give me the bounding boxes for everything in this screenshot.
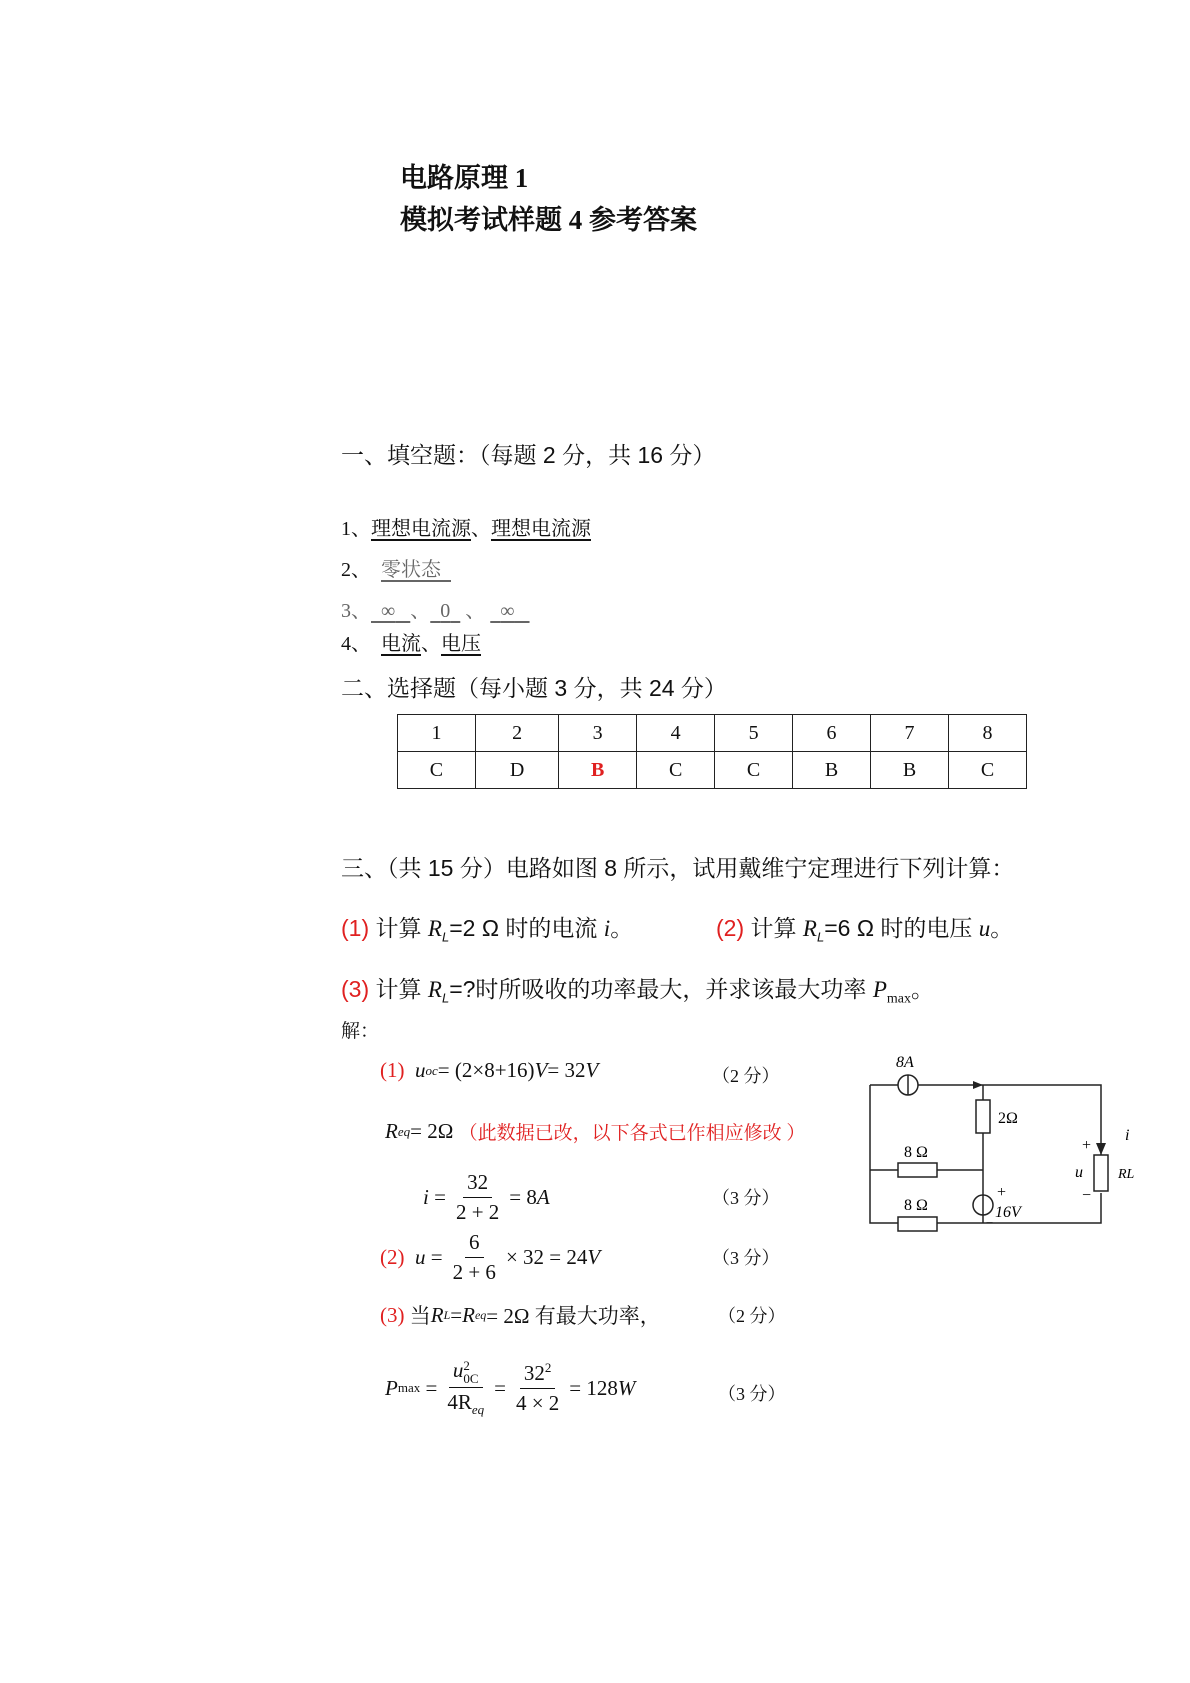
q-text: =6 Ω 时的电压 <box>824 915 979 941</box>
var: u <box>415 1245 426 1269</box>
punct: 。 <box>610 915 634 941</box>
fraction <box>452 1170 503 1225</box>
section2-heading: 二、选择题（每小题 3 分，共 24 分） <box>341 675 727 701</box>
q-answer: C <box>637 752 715 789</box>
resistor-8ohm-bottom <box>898 1217 937 1231</box>
question-1 <box>341 910 633 945</box>
label-8ohm: 8 Ω <box>904 1144 928 1161</box>
item-num: 1、 <box>341 518 371 540</box>
answer: 电流 <box>381 633 421 655</box>
label-8A: 8A <box>896 1054 914 1071</box>
fraction <box>449 1230 500 1285</box>
doc-title-exam: 模拟考试样题 4 参考答案 <box>400 205 697 235</box>
label-2ohm: 2Ω <box>998 1110 1018 1127</box>
unit: A <box>536 1185 550 1209</box>
expr: × 32 = 24 <box>505 1245 588 1269</box>
q-num: 2 <box>475 715 558 752</box>
numerator: 32 <box>523 1361 545 1386</box>
q-answer: C <box>948 752 1026 789</box>
answer: 0 <box>440 600 451 622</box>
numerator: 6 <box>465 1230 484 1258</box>
text: 当 <box>409 1304 431 1328</box>
sub: L <box>816 929 825 945</box>
sub: max <box>397 1380 421 1396</box>
answer: 电压 <box>441 633 481 655</box>
sub: L <box>441 990 450 1006</box>
sep: 、 <box>410 600 431 622</box>
var: R <box>462 1302 475 1327</box>
question-number-row <box>398 715 1027 752</box>
var: u <box>415 1058 426 1082</box>
expr: = 2Ω 有最大功率， <box>486 1304 661 1328</box>
step-num: (1) <box>380 1058 405 1082</box>
numerator: 32 <box>463 1170 492 1198</box>
fill-item-2 <box>341 553 451 582</box>
item-num: 3、 <box>341 600 371 622</box>
q-text: =?时所吸收的功率最大，并求该最大功率 <box>449 976 873 1002</box>
denominator: 2 + 6 <box>452 1260 496 1284</box>
fraction <box>443 1358 488 1418</box>
var: P <box>872 977 887 1002</box>
sep: 、 <box>421 633 441 655</box>
unit: V <box>585 1058 599 1082</box>
q-text: =2 Ω 时的电流 <box>449 915 604 941</box>
punct: 。 <box>990 915 1014 941</box>
expr: = 32 <box>547 1058 586 1082</box>
resistor-2ohm <box>976 1100 990 1133</box>
step-num: (3) <box>380 1302 405 1327</box>
sub: max <box>886 991 911 1007</box>
denominator: 4R <box>447 1390 472 1415</box>
label-i: i <box>1125 1127 1130 1144</box>
item-num: 4、 <box>341 633 371 655</box>
q-num: 6 <box>793 715 871 752</box>
sub: eq <box>471 1402 485 1418</box>
eq-current: i = $\frac{32}{2 + 2}$ = 8 A <box>423 1170 550 1224</box>
denominator: 4 × 2 <box>515 1391 560 1416</box>
score: （3 分） <box>712 1188 780 1208</box>
answer: 理想电流源 <box>371 518 471 540</box>
q-num: 3 <box>559 715 637 752</box>
minus-sign: − <box>986 1215 994 1230</box>
q-text: 计算 <box>375 915 428 941</box>
sep: 、 <box>465 600 486 622</box>
var: i <box>423 1185 429 1209</box>
sup: 2 <box>463 1358 470 1374</box>
var: R <box>802 916 817 941</box>
plus-sign: + <box>997 1184 1007 1201</box>
q-num: 1 <box>398 715 476 752</box>
sub: L <box>441 929 450 945</box>
expr: = 2Ω <box>410 1119 454 1143</box>
solution-label: 解： <box>341 1021 380 1042</box>
q-answer: C <box>398 752 476 789</box>
section1-heading: 一、填空题：（每题 2 分，共 16 分） <box>341 442 716 468</box>
q-answer-highlighted: B <box>559 752 637 789</box>
sub: eq <box>397 1123 411 1139</box>
wire <box>870 1085 898 1223</box>
q-answer: D <box>475 752 558 789</box>
label-u: u <box>1075 1164 1083 1181</box>
fraction <box>512 1360 563 1416</box>
unit: V <box>587 1245 601 1269</box>
q-text: 计算 <box>375 976 428 1002</box>
denominator: 2 + 2 <box>455 1200 500 1224</box>
score: （3 分） <box>718 1384 786 1404</box>
load-resistor <box>1094 1155 1108 1191</box>
plus-sign: + <box>1082 1137 1092 1154</box>
label-RL: RL <box>1118 1167 1135 1182</box>
answer: 零状态 <box>381 559 441 581</box>
unit: W <box>617 1375 636 1400</box>
q-num: 8 <box>948 715 1026 752</box>
expr: = 8 <box>509 1185 537 1209</box>
score: （2 分） <box>718 1306 786 1326</box>
q-num: 5 <box>715 715 793 752</box>
section3-heading: 三、（共 15 分）电路如图 8 所示，试用戴维宁定理进行下列计算： <box>341 855 1015 881</box>
fill-item-1 <box>341 512 591 541</box>
answer: ∞ <box>500 600 515 622</box>
label-16V: 16V <box>995 1204 1021 1221</box>
step-num: (2) <box>380 1245 405 1269</box>
label-8ohm: 8 Ω <box>904 1197 928 1214</box>
q-answer: C <box>715 752 793 789</box>
var: R <box>430 1302 444 1327</box>
current-arrow-icon <box>1096 1143 1106 1155</box>
question-2 <box>716 910 1013 945</box>
q-num: (3) <box>341 976 370 1002</box>
eq-uoc <box>380 1058 598 1083</box>
score: （2 分） <box>712 1066 780 1086</box>
eq-voltage: (2) u = $\frac{6}{2 + 6}$ × 32 = 24 V <box>380 1230 601 1284</box>
fill-item-4 <box>341 627 481 656</box>
doc-title-course: 电路原理 1 <box>400 163 529 193</box>
eq-req <box>385 1118 805 1145</box>
q-num: (2) <box>716 915 745 941</box>
expr: = <box>450 1302 463 1327</box>
var: u <box>978 916 991 941</box>
answer: ∞ <box>381 600 396 622</box>
eq-max-condition <box>380 1300 661 1330</box>
sup: 2 <box>544 1360 552 1376</box>
q-num: (1) <box>341 915 370 941</box>
sep: 、 <box>471 518 491 540</box>
q-answer: B <box>871 752 949 789</box>
var: R <box>427 916 442 941</box>
q-answer: B <box>793 752 871 789</box>
sub: 0C <box>463 1371 479 1387</box>
eq-pmax: P max = u 2 0C $4R_{eq}$ = $\frac{32^2}{4 \times 2}$ = 128 W <box>385 1358 636 1418</box>
sub: L <box>443 1307 451 1322</box>
var: R <box>427 977 442 1002</box>
expr: = 128 <box>569 1375 618 1400</box>
minus-sign: − <box>1082 1187 1092 1204</box>
var: u <box>452 1358 464 1382</box>
unit: V <box>534 1058 548 1082</box>
punct: 。 <box>911 976 934 1002</box>
sub: oc <box>425 1062 438 1078</box>
var: i <box>603 916 611 941</box>
var: R <box>385 1119 398 1143</box>
item-num: 2、 <box>341 559 371 581</box>
circuit-diagram <box>860 1045 1160 1245</box>
q-text: 计算 <box>750 915 803 941</box>
q-num: 7 <box>871 715 949 752</box>
fill-item-3 <box>341 594 530 623</box>
resistor-8ohm-mid <box>898 1163 937 1177</box>
expr: = (2×8+16) <box>437 1058 535 1082</box>
var: P <box>385 1375 398 1400</box>
edit-note: （此数据已改，以下各式已作相应修改 ） <box>458 1123 806 1144</box>
arrow-icon <box>973 1081 983 1089</box>
sub: eq <box>474 1307 487 1322</box>
answer-table <box>397 714 1027 789</box>
score: （3 分） <box>712 1248 780 1268</box>
q-num: 4 <box>637 715 715 752</box>
answer: 理想电流源 <box>491 518 591 540</box>
answer-row <box>398 752 1027 789</box>
question-3 <box>341 971 934 1008</box>
